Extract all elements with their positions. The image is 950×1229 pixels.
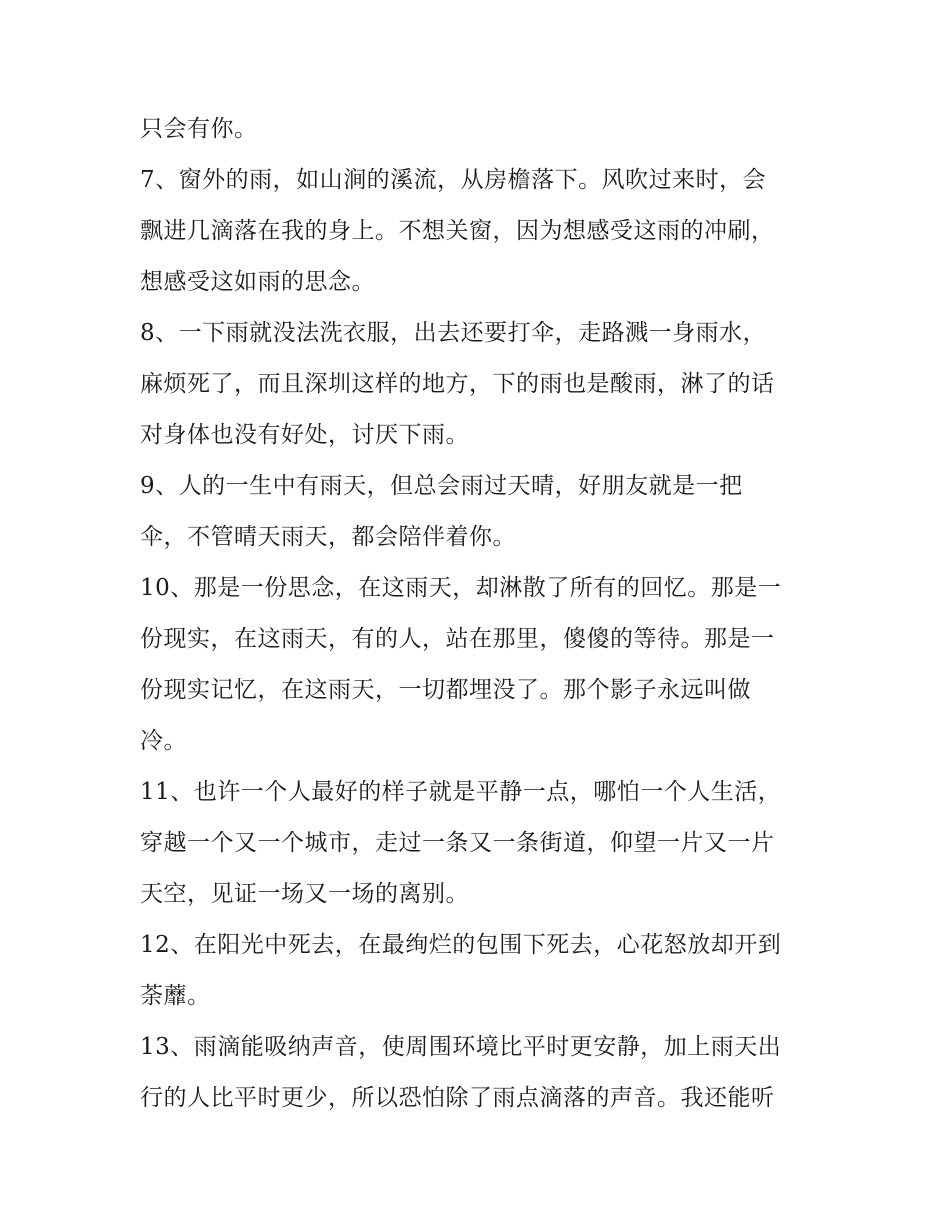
- text-line: 13、雨滴能吸纳声音，使周围环境比平时更安静，加上雨天出: [140, 1034, 782, 1060]
- text-line: 冷。: [140, 728, 187, 754]
- text-line: 荼蘼。: [140, 983, 211, 1009]
- text-line: 穿越一个又一个城市，走过一条又一条街道，仰望一片又一片: [140, 830, 775, 856]
- text-line: 11、也许一个人最好的样子就是平静一点，哪怕一个人生活，: [140, 779, 782, 805]
- text-line: 12、在阳光中死去，在最绚烂的包围下死去，心花怒放却开到: [140, 932, 782, 958]
- text-line: 8、一下雨就没法洗衣服，出去还要打伞，走路溅一身雨水，: [140, 320, 767, 346]
- text-line: 份现实记忆，在这雨天，一切都埋没了。那个影子永远叫做: [140, 677, 751, 703]
- text-line: 7、窗外的雨，如山涧的溪流，从房檐落下。风吹过来时，会: [140, 167, 767, 193]
- text-line: 麻烦死了，而且深圳这样的地方，下的雨也是酸雨，淋了的话: [140, 371, 775, 397]
- text-line: 10、那是一份思念，在这雨天，却淋散了所有的回忆。那是一: [140, 575, 782, 601]
- text-line: 9、人的一生中有雨天，但总会雨过天晴，好朋友就是一把: [140, 473, 743, 499]
- document-body: [140, 104, 820, 1124]
- text-line: 伞，不管晴天雨天，都会陪伴着你。: [140, 524, 516, 550]
- text-line: 份现实，在这雨天，有的人，站在那里，傻傻的等待。那是一: [140, 626, 775, 652]
- text-line: 对身体也没有好处，讨厌下雨。: [140, 422, 469, 448]
- text-line: 飘进几滴落在我的身上。不想关窗，因为想感受这雨的冲刷，: [140, 218, 775, 244]
- text-line: 行的人比平时更少，所以恐怕除了雨点滴落的声音。我还能听: [140, 1085, 775, 1111]
- text-line: 只会有你。: [140, 116, 258, 142]
- text-line: 天空，见证一场又一场的离别。: [140, 881, 469, 907]
- text-line: 想感受这如雨的思念。: [140, 269, 375, 295]
